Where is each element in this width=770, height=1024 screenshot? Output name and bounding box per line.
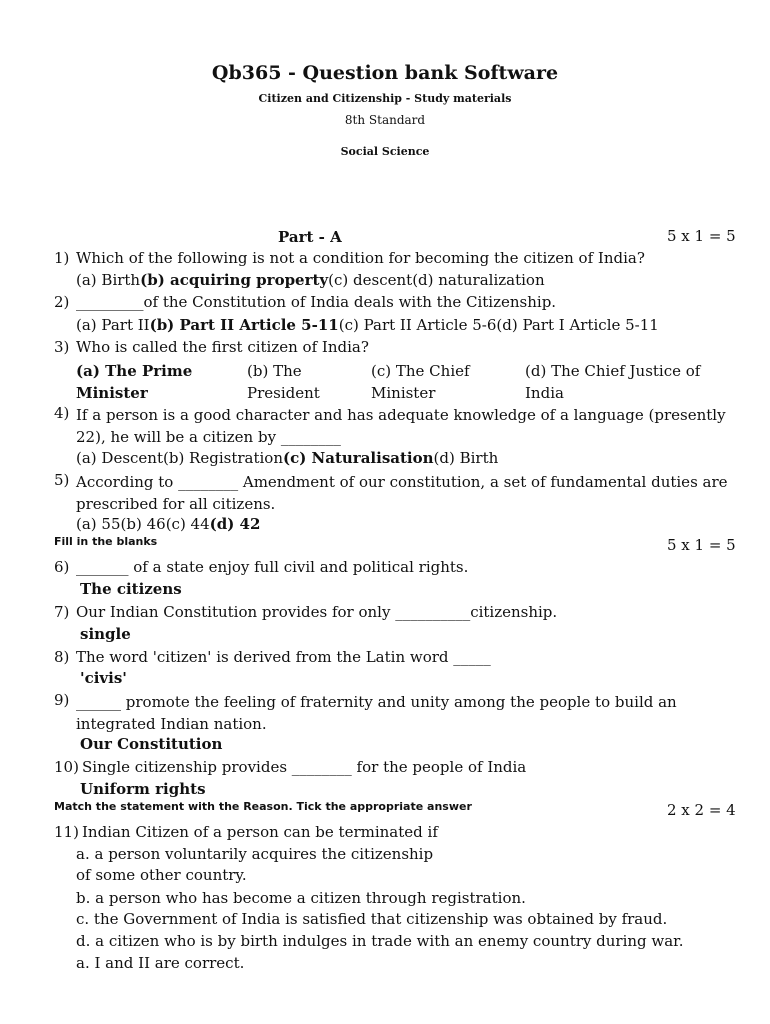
option-b: (b) The President xyxy=(247,362,320,402)
option-c: (c) 44 xyxy=(165,515,210,533)
option-a: (a) Part II xyxy=(76,316,150,334)
part-a-heading: Part - A xyxy=(278,228,342,246)
question-options xyxy=(76,271,545,289)
standard-label: 8th Standard xyxy=(344,113,426,127)
question-text: Indian Citizen of a person can be terminated if xyxy=(82,823,438,841)
answer-text: The citizens xyxy=(80,580,182,598)
list-item: b. a person who has become a citizen through registration. xyxy=(76,889,526,907)
option-b: (b) 46 xyxy=(120,515,166,533)
question-options xyxy=(76,316,659,334)
option-d: (d) Birth xyxy=(433,449,499,467)
question-number: 10) xyxy=(54,758,79,776)
question-number: 3) xyxy=(54,338,70,356)
question-number: 7) xyxy=(54,603,70,621)
answer-text: Uniform rights xyxy=(80,780,206,798)
section-heading-match: Match the statement with the Reason. Tick the appropriate answer xyxy=(54,800,472,813)
option-d-correct: (d) 42 xyxy=(209,515,261,533)
question-text: Which of the following is not a condition for becoming the citizen of India? xyxy=(76,249,645,267)
question-text: Who is called the first citizen of India? xyxy=(76,338,369,356)
question-text: _________of the Constitution of India deals with the Citizenship. xyxy=(76,293,557,311)
question-text: If a person is a good character and has adequate knowledge of a language (presently 22), he will be a citizen by ________ xyxy=(76,406,726,446)
question-text: Single citizenship provides ________ for the people of India xyxy=(82,758,527,776)
option-b-correct: (b) acquiring property xyxy=(140,271,329,289)
question-options xyxy=(76,449,498,467)
question-number: 8) xyxy=(54,648,70,666)
question-text: _______ of a state enjoy full civil and political rights. xyxy=(76,558,469,576)
question-options xyxy=(76,515,260,533)
question-text: ______ promote the feeling of fraternity and unity among the people to build an integrated Indian nation. xyxy=(76,693,677,733)
list-item: d. a citizen who is by birth indulges in trade with an enemy country during war. xyxy=(76,932,684,950)
answer-text: Our Constitution xyxy=(80,735,223,753)
question-text: According to ________ Amendment of our constitution, a set of fundamental duties are prescribed for all citizens. xyxy=(76,473,728,513)
option-d: (d) naturalization xyxy=(412,271,545,289)
subject-label: Social Science xyxy=(340,145,430,158)
option-a: (a) Birth xyxy=(76,271,141,289)
option-a: (a) Descent xyxy=(76,449,163,467)
question-number: 1) xyxy=(54,249,70,267)
answer-text: 'civis' xyxy=(80,669,127,687)
option-c: (c) descent xyxy=(328,271,413,289)
option-a-correct: (a) The Prime Minister xyxy=(76,362,193,402)
match-marks: 2 x 2 = 4 xyxy=(667,801,736,819)
question-number: 4) xyxy=(54,404,70,422)
list-item: a. I and II are correct. xyxy=(76,954,245,972)
question-number: 9) xyxy=(54,691,70,709)
option-c: (c) The Chief Minister xyxy=(371,362,470,402)
option-c-correct: (c) Naturalisation xyxy=(282,449,434,467)
option-c: (c) Part II Article 5-6 xyxy=(338,316,497,334)
question-text: The word 'citizen' is derived from the Latin word _____ xyxy=(76,648,491,666)
document-title: Qb365 - Question bank Software xyxy=(211,62,559,84)
question-number: 6) xyxy=(54,558,70,576)
answer-text: single xyxy=(80,625,131,643)
document-subtitle: Citizen and Citizenship - Study materials xyxy=(258,92,512,105)
option-d: (d) The Chief Justice of India xyxy=(525,362,701,402)
option-b-correct: (b) Part II Article 5-11 xyxy=(149,316,339,334)
list-item: a. a person voluntarily acquires the citizenship xyxy=(76,845,434,863)
question-text: Our Indian Constitution provides for only __________citizenship. xyxy=(76,603,558,621)
option-d: (d) Part I Article 5-11 xyxy=(496,316,659,334)
question-number: 5) xyxy=(54,471,70,489)
section-heading-fill-blanks: Fill in the blanks xyxy=(54,535,158,548)
fill-blanks-marks: 5 x 1 = 5 xyxy=(667,536,736,554)
option-a: (a) 55 xyxy=(76,515,121,533)
part-a-marks: 5 x 1 = 5 xyxy=(667,227,736,245)
question-number: 2) xyxy=(54,293,70,311)
list-item: c. the Government of India is satisfied that citizenship was obtained by fraud. xyxy=(76,910,668,928)
list-item: of some other country. xyxy=(76,866,247,884)
option-b: (b) Registration xyxy=(162,449,283,467)
question-number: 11) xyxy=(54,823,79,841)
